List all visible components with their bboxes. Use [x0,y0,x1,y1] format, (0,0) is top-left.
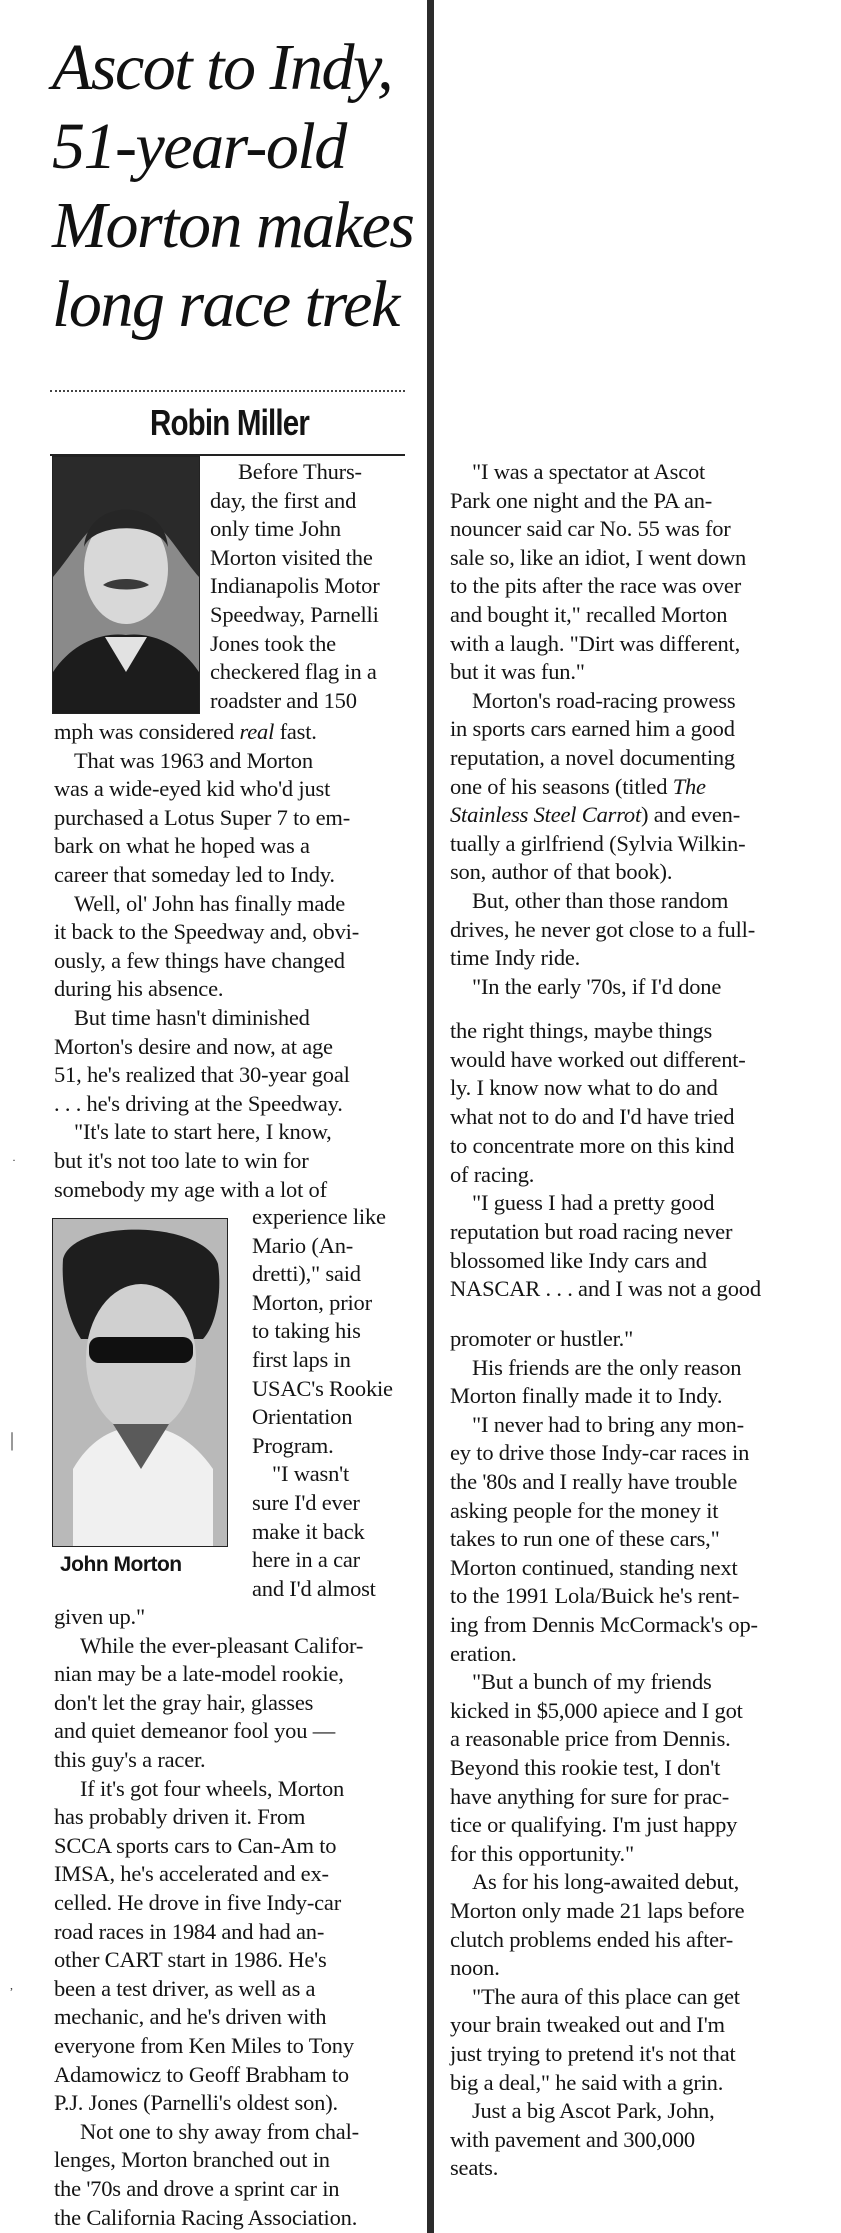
article-line: dretti)," said [252,1261,361,1287]
article-line: Park one night and the PA an- [450,487,713,513]
article-line: during his absence. [54,976,224,1002]
article-line: blossomed like Indy cars and [450,1247,707,1273]
headline-line: Morton makes [52,189,414,262]
article-line: eration. [450,1640,517,1666]
headline-line: long race trek [52,268,399,341]
article-line: If it's got four wheels, Morton [80,1775,345,1801]
article-line: time Indy ride. [450,945,581,971]
article-line: to taking his [252,1318,361,1344]
article-line: clutch problems ended his after- [450,1926,734,1952]
author-photo [52,456,200,714]
article-line: of racing. [450,1161,535,1187]
headline-line: 51-year-old [52,110,346,183]
article-line: Morton's desire and now, at age [54,1033,333,1059]
article-line: career that someday led to Indy. [54,862,335,887]
article-line: what not to do and I'd have tried [450,1104,735,1130]
article-line: ey to drive those Indy-car races in [450,1440,750,1466]
article-line: purchased a Lotus Super 7 to em- [54,804,351,830]
article-line: day, the first and [210,487,357,513]
article-line: Morton's road-racing prowess [472,687,736,713]
article-line: checkered flag in a [210,659,377,685]
article-line: the California Racing Association. [54,2204,358,2230]
article-line: celled. He drove in five Indy-car [54,1890,342,1915]
article-line: Not one to shy away from chal- [80,2118,359,2144]
article-line: Mario (An- [252,1232,354,1258]
photo-caption: John Morton [60,1553,182,1576]
article-line: promoter or hustler." [450,1326,634,1351]
article-line: road races in 1984 and had an- [54,1918,325,1944]
article-line: SCCA sports cars to Can-Am to [54,1832,337,1858]
article-line: "In the early '70s, if I'd done [472,973,722,999]
article-line: but it's not too late to win for [54,1148,309,1173]
article-line: and I'd almost [252,1575,376,1601]
article-line: sale so, like an idiot, I went down [450,544,747,570]
headline [52,28,422,344]
article-line: P.J. Jones (Parnelli's oldest son). [54,2090,338,2116]
article-line: While the ever-pleasant Califor- [80,1632,364,1658]
article-line: Beyond this rookie test, I don't [450,1755,721,1780]
article-line: given up." [54,1604,145,1629]
article-line: son, author of that book). [450,859,673,885]
article-line: . . . he's driving at the Speedway. [54,1090,343,1116]
article-line: it back to the Speedway and, obvi- [54,919,359,945]
article-line: reputation, a novel documenting [450,745,735,770]
article-line: His friends are the only reason [472,1354,742,1380]
article-line: "The aura of this place can get [472,1983,740,2009]
article-line: kicked in $5,000 apiece and I got [450,1697,743,1723]
article-line: just trying to pretend it's not that [450,2041,736,2066]
article-line: would have worked out different- [450,1046,746,1072]
article-line: But time hasn't diminished [74,1005,310,1030]
article-line: "I never had to bring any mon- [472,1411,744,1437]
article-line: make it back [252,1518,365,1544]
article-line: a reasonable price from Dennis. [450,1726,731,1752]
article-line: your brain tweaked out and I'm [450,2012,725,2038]
article-line: somebody my age with a lot of [54,1176,327,1202]
article-line: been a test driver, as well as a [54,1975,316,2001]
article-line: the '80s and I really have trouble [450,1469,738,1494]
article-line: to concentrate more on this kind [450,1132,735,1158]
article-line: ously, a few things have changed [54,947,345,973]
margin-mark: , [10,1978,13,1992]
article-line: "I was a spectator at Ascot [472,459,706,484]
article-line: Morton finally made it to Indy. [450,1383,723,1409]
article-line: other CART start in 1986. He's [54,1947,327,1973]
article-line: USAC's Rookie [252,1375,393,1401]
margin-mark: | [10,1429,15,1451]
article-line: Morton, prior [252,1289,372,1315]
article-line: everyone from Ken Miles to Tony [54,2033,354,2058]
article-line: Before Thurs- [238,459,362,484]
article-line: first laps in [252,1347,351,1372]
article-line: Stainless Steel Carrot) and even- [450,802,741,828]
article-line: and quiet demeanor fool you — [54,1718,335,1744]
article-line: As for his long-awaited debut, [472,1869,740,1895]
article-line: "I guess I had a pretty good [472,1190,715,1216]
article-line: Jones took the [210,630,336,656]
article-line: Orientation [252,1404,353,1430]
article-line: IMSA, he's accelerated and ex- [54,1861,329,1887]
article-line: "But a bunch of my friends [472,1669,712,1695]
article-line: tually a girlfriend (Sylvia Wilkin- [450,830,746,856]
article-line: roadster and 150 [210,687,357,713]
article-line: 51, he's realized that 30-year goal [54,1062,350,1088]
article-line: Indianapolis Motor [210,573,380,599]
byline: Robin Miller [149,402,310,443]
article-line: lenges, Morton branched out in [54,2147,330,2173]
article-line: Morton continued, standing next [450,1554,738,1580]
article-line: this guy's a racer. [54,1747,206,1772]
article-line: ly. I know now what to do and [450,1075,718,1101]
article-line: ing from Dennis McCormack's op- [450,1612,758,1637]
article-line: drives, he never got close to a full- [450,916,755,942]
article-line: nian may be a late-model rookie, [54,1661,344,1687]
article-line: Just a big Ascot Park, John, [472,2098,715,2124]
article-line: "I wasn't [272,1461,350,1487]
article-line: takes to run one of these cars," [450,1526,720,1552]
article-line: Morton only made 21 laps before [450,1898,745,1923]
article-line: Speedway, Parnelli [210,602,379,627]
article-line: nouncer said car No. 55 was for [450,516,731,542]
margin-mark: · [12,1153,16,1167]
article-line: But, other than those random [472,888,729,913]
article-line: with a laugh. "Dirt was different, [450,630,741,656]
article-line: and bought it," recalled Morton [450,602,728,627]
article-line: don't let the gray hair, glasses [54,1689,314,1715]
article-line: to the 1991 Lola/Buick he's rent- [450,1583,740,1609]
article-line: was a wide-eyed kid who'd just [54,776,331,802]
article-line: here in a car [252,1547,360,1573]
article-line: asking people for the money it [450,1497,719,1523]
article-line: only time John [210,516,341,542]
article-line: experience like [252,1204,386,1229]
article-line: have anything for sure for prac- [450,1783,730,1809]
article-line: mechanic, and he's driven with [54,2004,327,2030]
article-line: has probably driven it. From [54,1804,306,1830]
article-line: bark on what he hoped was a [54,833,310,859]
article-line: reputation but road racing never [450,1218,733,1244]
headline-line: Ascot to Indy, [52,31,393,104]
article-line: the '70s and drove a sprint car in [54,2176,340,2201]
article-line: big a deal," he said with a grin. [450,2069,724,2095]
article-line: seats. [450,2155,499,2181]
article-line: with pavement and 300,000 [450,2126,695,2152]
article-line: That was 1963 and Morton [74,747,313,773]
article-line: "It's late to start here, I know, [74,1119,332,1145]
article-line: to the pits after the race was over [450,573,741,599]
article-line: noon. [450,1955,500,1981]
headline-block [52,28,422,344]
article-line: for this opportunity." [450,1840,634,1866]
article-line: tice or qualifying. I'm just happy [450,1812,738,1838]
article-line: sure I'd ever [252,1490,360,1515]
driver-photo [52,1218,228,1547]
article-line: NASCAR . . . and I was not a good [450,1276,761,1302]
column-divider [427,0,434,2233]
article-line: mph was considered real fast. [54,719,317,744]
article-line: Morton visited the [210,544,373,570]
article-line: but it was fun." [450,659,585,685]
article-line: Program. [252,1432,334,1458]
article-line: Well, ol' John has finally made [74,890,345,916]
dotted-rule [50,390,405,392]
article-line: in sports cars earned him a good [450,716,735,742]
article-line: one of his seasons (titled The [450,773,706,799]
article-line: the right things, maybe things [450,1018,713,1043]
article-line: Adamowicz to Geoff Brabham to [54,2061,349,2087]
